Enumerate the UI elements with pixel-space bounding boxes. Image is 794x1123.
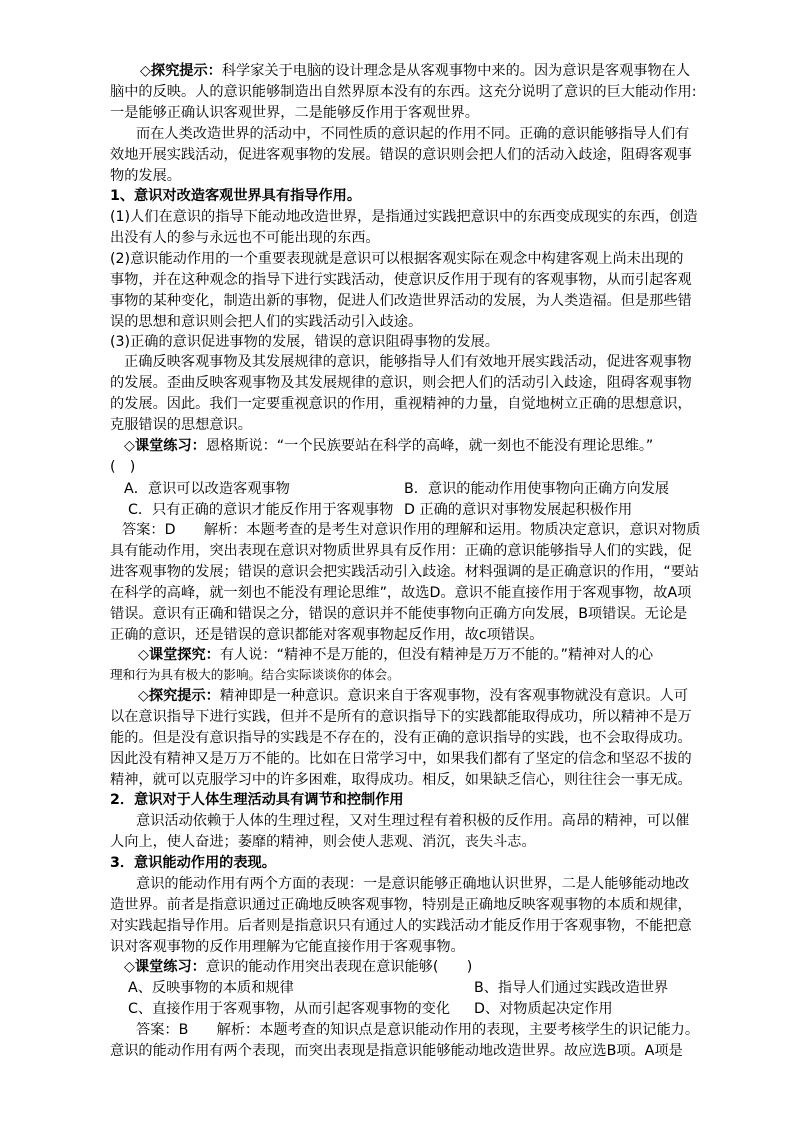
line-text: 对实践起指导作用。后者则是指意识只有通过人的实践活动才能反作用于客观事物，不能把意: [110, 918, 692, 934]
line-text: 意识活动依赖于人体的生理过程，又对生理过程有着积极的反作用。高昂的精神，可以催: [136, 813, 690, 829]
heading-label: 3．意识能动作用的表现。: [110, 855, 276, 871]
text-line: [110, 312, 422, 332]
text-line: [110, 291, 692, 311]
heading-label: ◇探究提示：: [138, 688, 220, 704]
line-text: 意识的能动作用有两个表现，而突出表现是指意识能够能动地改造世界。故应选B项。A项是: [110, 1043, 683, 1059]
line-text: 具有能动作用，突出表现在意识对物质世界具有反作用：正确的意识能够指导人们的实践，促: [110, 543, 692, 559]
line-text: 进客观事物的发展；错误的意识会把实践活动引入歧途。材料强调的是正确意识的作用，“要站: [110, 564, 700, 580]
option-text: C、直接作用于客观事物，从而引起客观事物的变化: [128, 1001, 451, 1017]
option-text: C．只有正确的意识才能反作用于客观事物: [128, 502, 394, 518]
text-line: [110, 625, 543, 645]
text-line: [110, 82, 696, 102]
option-row: [474, 978, 668, 998]
text-line: [110, 373, 692, 393]
option-text: A、反映事物的本质和规律: [128, 980, 294, 996]
option-row: [474, 999, 613, 1019]
line-text: 正确反映客观事物及其发展规律的意识，能够指导人们有效地开展实践活动，促进客观事物: [124, 354, 692, 370]
text-line: [110, 145, 692, 165]
text-line: [136, 811, 689, 831]
text-line: [110, 604, 687, 624]
line-text: 能的。但是没有意识指导的实践是不存在的，没有正确的意识指导的实践，也不会取得成功。: [110, 730, 692, 746]
text-line: [110, 332, 499, 352]
line-text: 克服错误的思想意识。: [110, 417, 252, 433]
line-text: 在科学的高峰，就一刻也不能没有理论思维”，故选D。意识不能直接作用于客观事物，故A项: [110, 585, 692, 601]
text-line: [138, 686, 688, 706]
text-line: [110, 562, 699, 582]
text-line: [110, 832, 536, 852]
text-line: [110, 707, 692, 727]
text-line: [122, 520, 700, 540]
heading-label: ◇课堂练习：: [124, 438, 206, 454]
text-line: [110, 1041, 683, 1061]
heading-label: ◇课堂练习：: [124, 959, 206, 975]
text-line: [124, 352, 692, 372]
line-text: 科学家关于电脑的设计理念是从客观事物中来的。因为意识是客观事物在人: [221, 63, 691, 79]
line-text: 一是能够正确认识客观世界，二是能够反作用于客观世界。: [110, 105, 479, 121]
text-line: [110, 166, 181, 186]
line-text: 正确的意识，还是错误的意识都能对客观事物起反作用，故c项错误。: [110, 627, 544, 643]
line-text: 有人说：“精神不是万能的，但没有精神是万万不能的。”精神对人的心: [219, 647, 654, 663]
line-text: 识对客观事物的反作用理解为它能直接作用于客观事物。: [110, 939, 465, 955]
text-line: [124, 957, 472, 977]
heading-label: ◇探究提示：: [140, 63, 222, 79]
section-heading: [110, 186, 361, 206]
option-row: [128, 999, 450, 1019]
line-text: (1)人们在意识的指导下能动地改造世界，是指通过实践把意识中的东西变成现实的东西，创造: [110, 209, 698, 225]
line-text: 的发展。因此。我们一定要重视意识的作用，重视精神的力量，自觉地树立正确的思想意识，: [110, 396, 692, 412]
text-line: [110, 228, 380, 248]
text-line: [110, 895, 692, 915]
text-line: [110, 249, 683, 269]
option-row: [404, 500, 632, 520]
line-text: 效地开展实践活动，促进客观事物的发展。错误的意识则会把人们的活动入歧途，阻碍客观事: [110, 147, 692, 163]
heading-label: 1、意识对改造客观世界具有指导作用。: [110, 188, 362, 204]
option-text: B．意识的能动作用使事物向正确方向发展: [404, 481, 670, 497]
section-heading: [110, 853, 276, 873]
line-text: 造世界。前者是指意识通过正确地反映客观事物，特别是正确地反映客观事物的本质和规律，: [110, 897, 692, 913]
line-text: 事物的某种变化，制造出新的事物，促进人们改造世界活动的发展，为人类造福。但是那些错: [110, 293, 692, 309]
line-text: 误的思想和意识则会把人们的实践活动引入歧途。: [110, 314, 423, 330]
option-text: B、指导人们通过实践改造世界: [474, 980, 669, 996]
text-line: [110, 665, 400, 685]
line-text: 答案：B 解析：本题考查的知识点是意识能动作用的表现，主要考核学生的识记能力。: [136, 1022, 700, 1038]
option-text: D 正确的意识对事物发展起积极作用: [404, 502, 633, 518]
line-text: (3)正确的意识促进事物的发展，错误的意识阻碍事物的发展。: [110, 334, 499, 350]
line-text: ( ): [110, 459, 136, 475]
line-text: 而在人类改造世界的活动中，不同性质的意识起的作用不同。正确的意识能够指导人们有: [136, 126, 690, 142]
heading-label: ◇课堂探究：: [138, 647, 220, 663]
line-text: 事物，并在这种观念的指导下进行实践活动，使意识反作用于现有的客观事物，从而引起客观: [110, 272, 692, 288]
text-line: [136, 124, 689, 144]
text-line: [110, 270, 692, 290]
line-text: 恩格斯说：“一个民族要站在科学的高峰，就一刻也不能没有理论思维。”: [205, 438, 654, 454]
text-line: [110, 916, 692, 936]
line-text: 答案：D 解析：本题考查的是考生对意识作用的理解和运用。物质决定意识，意识对物质: [122, 522, 701, 538]
option-text: D、对物质起决定作用: [474, 1001, 613, 1017]
line-text: 理和行为具有极大的影响。结合实际谈谈你的体会。: [110, 667, 400, 682]
option-text: A．意识可以改造客观事物: [124, 481, 290, 497]
option-row: [124, 479, 290, 499]
text-line: [110, 541, 692, 561]
line-text: 脑中的反映。人的意识能够制造出自然界原本没有的东西。这充分说明了意识的巨大能动作用:: [110, 84, 697, 100]
line-text: 人向上，使人奋进；萎靡的精神，则会使人悲观、消沉，丧失斗志。: [110, 834, 536, 850]
text-line: [110, 415, 252, 435]
text-line: [136, 874, 689, 894]
text-line: [110, 728, 692, 748]
option-row: [128, 978, 294, 998]
line-text: 的发展。歪曲反映客观事物及其发展规律的意识，则会把人们的活动引入歧途，阻碍客观事物: [110, 375, 692, 391]
text-line: [110, 207, 698, 227]
text-line: [110, 583, 691, 603]
text-line: [110, 457, 135, 477]
text-line: [110, 103, 479, 123]
heading-label: 2．意识对于人体生理活动具有调节和控制作用: [110, 792, 404, 808]
text-line: [136, 1020, 699, 1040]
text-line: [140, 61, 690, 81]
text-line: [110, 770, 692, 790]
line-text: 物的发展。: [110, 168, 181, 184]
line-text: 意识的能动作用突出表现在意识能够( ): [205, 959, 473, 975]
option-row: [404, 479, 669, 499]
text-line: [110, 937, 465, 957]
text-line: [110, 394, 692, 414]
line-text: 精神即是一种意识。意识来自于客观事物，没有客观事物就没有意识。人可: [219, 688, 689, 704]
line-text: 以在意识指导下进行实践，但并不是所有的意识指导下的实践都能取得成功，所以精神不是万: [110, 709, 692, 725]
text-line: [110, 749, 692, 769]
line-text: 因此没有精神又是万万不能的。比如在日常学习中，如果我们都有了坚定的信念和坚忍不拔的: [110, 751, 692, 767]
line-text: 出没有人的参与永远也不可能出现的东西。: [110, 230, 380, 246]
option-row: [128, 500, 393, 520]
line-text: (2)意识能动作用的一个重要表现就是意识可以根据客观实际在观念中构建客观上尚未出现的: [110, 251, 684, 267]
line-text: 意识的能动作用有两个方面的表现：一是意识能够正确地认识世界，二是人能够能动地改: [136, 876, 690, 892]
line-text: 错误。意识有正确和错误之分，错误的意识并不能使事物向正确方向发展，B项错误。无论是: [110, 606, 688, 622]
line-text: 精神，就可以克服学习中的许多困难，取得成功。相反，如果缺乏信心，则往往会一事无成。: [110, 772, 692, 788]
text-line: [138, 645, 653, 665]
text-line: [124, 436, 653, 456]
section-heading: [110, 790, 404, 810]
